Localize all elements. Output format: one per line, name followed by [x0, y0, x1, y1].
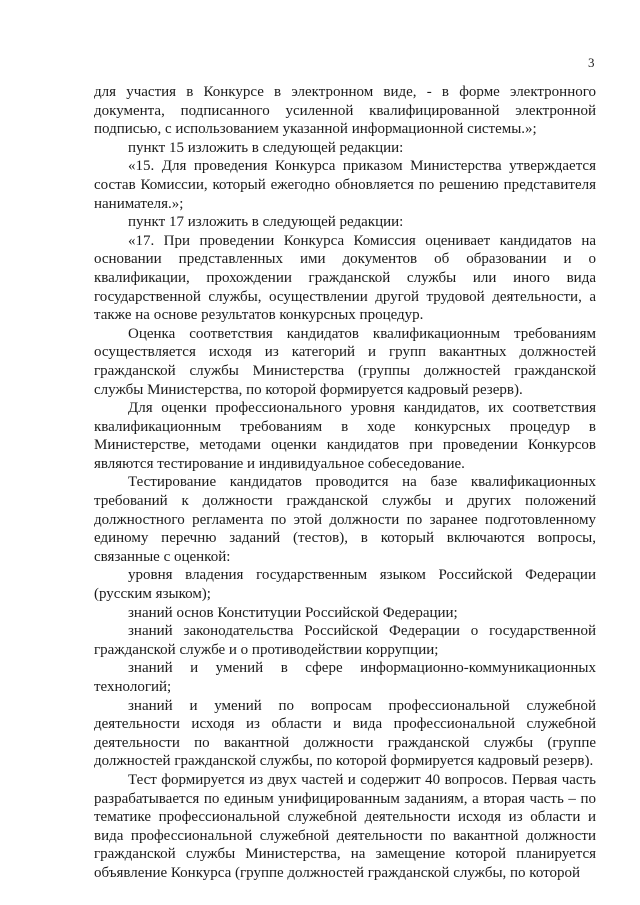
paragraph: пункт 17 изложить в следующей редакции:	[128, 214, 404, 231]
paragraph: Тест формируется из двух частей и содержит 40 вопросов. Первая часть разрабатывается по единым унифицированным заданиям, а вторая часть – по тематике профессиональной служебной деятельности исходя из области и вида профессиональной служебной деятельности по вакантной должности гражданской службы Министерства, на замещение которой планируется объявление Конкурса (группе должностей гражданской службы, по которой	[94, 771, 596, 881]
paragraph: Оценка соответствия кандидатов квалификационным требованиям осуществляется исходя из категорий и групп вакантных должностей гражданской службы Министерства (группы должностей гражданской службы Министерства, по которой формируется кадровый резерв).	[94, 325, 596, 398]
paragraph: знаний законодательства Российской Федерации о государственной гражданской службе и о противодействии коррупции;	[94, 623, 596, 658]
paragraph: Для оценки профессионального уровня кандидатов, их соответствия квалификационным требованиям в ходе конкурсных процедур в Министерстве, методами оценки кандидатов при проведении Конкурсов являются тестирование и индивидуальное собеседование.	[94, 400, 596, 472]
paragraph: знаний основ Конституции Российской Федерации;	[128, 604, 458, 621]
paragraph: знаний и умений по вопросам профессиональной служебной деятельности исходя из области и вида профессиональной служебной деятельности по вакантной должности гражданской службы (группе должностей гражданской службы, по которой формируется кадровый резерв).	[94, 697, 596, 770]
paragraph: знаний и умений в сфере информационно-коммуникационных технологий;	[94, 660, 596, 695]
paragraph: уровня владения государственным языком Российской Федерации (русским языком);	[94, 567, 596, 603]
paragraph: пункт 15 изложить в следующей редакции:	[128, 139, 404, 156]
paragraph: «17. При проведении Конкурса Комиссия оценивает кандидатов на основании представленных ими документов об образовании и о квалификации, прохождении гражданской службы или иного вида государственной службы, осуществлении другой трудовой деятельности, а также на основе результатов конкурсных процедур.	[94, 232, 596, 324]
page-number: 3	[588, 55, 595, 70]
paragraph: для участия в Конкурсе в электронном виде, - в форме электронного документа, подписанного усиленной квалифицированной электронной подписью, с использованием указанной информационной системы.»;	[94, 84, 596, 138]
paragraph: «15. Для проведения Конкурса приказом Министерства утверждается состав Комиссии, который ежегодно обновляется по решению представителя нанимателя.»;	[94, 158, 596, 212]
document-body	[94, 83, 596, 883]
paragraph: Тестирование кандидатов проводится на базе квалификационных требований к должности гражданской службы и других положений должностного регламента по этой должности по заранее подготовленному единому перечню заданий (тестов), в который включаются вопросы, связанные с оценкой:	[94, 474, 596, 565]
